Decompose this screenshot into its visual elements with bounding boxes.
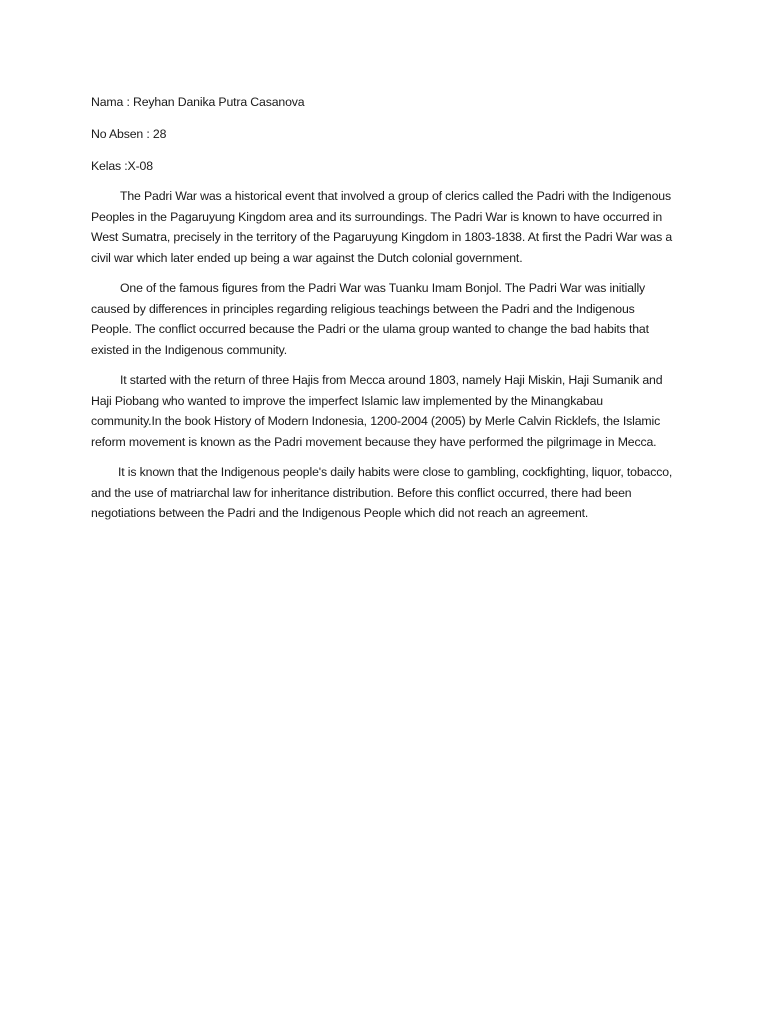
paragraph-causes: One of the famous figures from the Padri War was Tuanku Imam Bonjol. The Padri War was initially caused by differences in principles regarding religious teachings between the Padri and the Indigenous People. The conflict occurred because the Padri or the ulama group wanted to change the bad habits that existed in the Indigenous community. bbox=[91, 281, 649, 357]
student-number-line: No Absen : 28 bbox=[91, 127, 167, 141]
paragraph-hajis-return: It started with the return of three Hajis from Mecca around 1803, namely Haji Miskin, Haji Sumanik and Haji Piobang who wanted to improve the imperfect Islamic law implemented by the Minangkabau community.In the book History of Modern Indonesia, 1200-2004 (2005) by Merle Calvin Ricklefs, the Islamic reform movement is known as the Padri movement because they have performed the pilgrimage in Mecca. bbox=[91, 373, 663, 449]
student-name-line: Nama : Reyhan Danika Putra Casanova bbox=[91, 95, 305, 109]
paragraph-indigenous-habits: It is known that the Indigenous people's daily habits were close to gambling, cockfighting, liquor, tobacco, and the use of matriarchal law for inheritance distribution. Before this conflict occurred, there had been negotiations between the Padri and the Indigenous People which did not reach an agreement. bbox=[91, 465, 673, 520]
student-class-line: Kelas :X-08 bbox=[91, 159, 153, 173]
document-body bbox=[91, 94, 673, 534]
paragraph-padri-war-intro: The Padri War was a historical event that involved a group of clerics called the Padri with the Indigenous Peoples in the Pagaruyung Kingdom area and its surroundings. The Padri War is known to have occurred in West Sumatra, precisely in the territory of the Pagaruyung Kingdom in 1803-1838. At first the Padri War was a civil war which later ended up being a war against the Dutch colonial government. bbox=[91, 189, 673, 265]
